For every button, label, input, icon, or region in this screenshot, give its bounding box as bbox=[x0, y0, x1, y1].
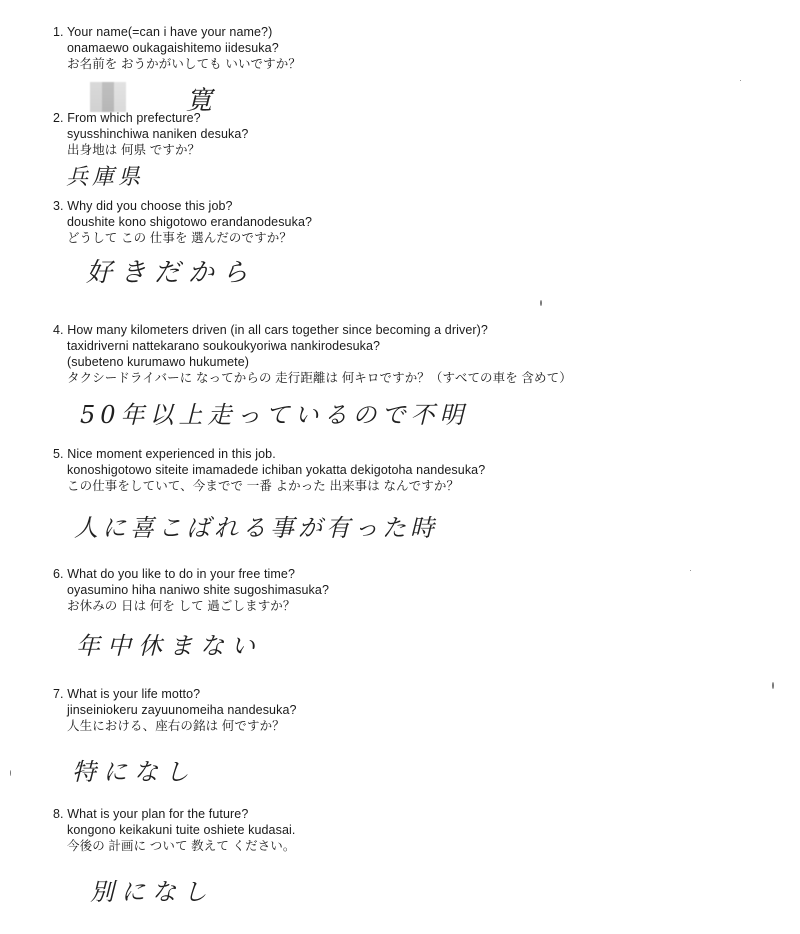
question-text: How many kilometers driven (in all cars together since becoming a driver)? bbox=[67, 323, 488, 337]
question-7-japanese: 人生における、座右の銘は 何ですか？ bbox=[67, 719, 285, 733]
question-8 bbox=[53, 806, 773, 854]
question-number: 6. bbox=[53, 567, 64, 581]
question-4 bbox=[53, 322, 773, 386]
question-5-english bbox=[53, 446, 773, 462]
scan-speck bbox=[740, 80, 741, 81]
question-number: 7. bbox=[53, 687, 64, 701]
answer-7: 特になし bbox=[72, 758, 196, 786]
question-text: Nice moment experienced in this job. bbox=[67, 447, 276, 461]
question-5-romaji: konoshigotowo siteite imamadede ichiban yokatta dekigotoha nandesuka? bbox=[67, 463, 486, 477]
question-3 bbox=[53, 198, 773, 246]
question-number: 3. bbox=[53, 199, 64, 213]
question-4-romaji: taxidriverni nattekarano soukoukyoriwa nankirodesuka? bbox=[67, 339, 381, 353]
question-6 bbox=[53, 566, 773, 614]
question-number: 2. bbox=[53, 111, 64, 125]
answer-1: 寛 bbox=[186, 86, 219, 116]
question-1-romaji: onamaewo oukagaishitemo iidesuka? bbox=[67, 41, 279, 55]
question-3-english bbox=[53, 198, 773, 214]
question-1-english bbox=[53, 24, 773, 40]
scan-speck bbox=[690, 570, 691, 571]
scan-speck bbox=[540, 300, 542, 306]
question-8-japanese: 今後の 計画に ついて 教えて ください。 bbox=[67, 839, 296, 853]
question-2-english bbox=[53, 110, 773, 126]
scan-speck bbox=[772, 682, 774, 689]
question-3-romaji: doushite kono shigotowo erandanodesuka? bbox=[67, 215, 313, 229]
question-number: 8. bbox=[53, 807, 64, 821]
question-1 bbox=[53, 24, 773, 72]
question-7-romaji: jinseiniokeru zayuunomeiha nandesuka? bbox=[67, 703, 297, 717]
question-number: 5. bbox=[53, 447, 64, 461]
question-7-english bbox=[53, 686, 773, 702]
question-6-romaji: oyasumino hiha naniwo shite sugoshimasuka? bbox=[67, 583, 329, 597]
question-7 bbox=[53, 686, 773, 734]
question-text: What do you like to do in your free time? bbox=[67, 567, 296, 581]
answer-6: 年中休まない bbox=[76, 632, 262, 660]
question-6-english bbox=[53, 566, 773, 582]
question-text: What is your plan for the future? bbox=[67, 807, 249, 821]
question-4-romaji-2: (subeteno kurumawo hukumete) bbox=[67, 355, 250, 369]
question-text: Your name(=can i have your name?) bbox=[66, 25, 273, 39]
question-2-japanese: 出身地は 何県 ですか？ bbox=[67, 143, 201, 157]
question-3-japanese: どうして この 仕事を 選んだのですか？ bbox=[67, 231, 292, 245]
question-number: 1. bbox=[53, 25, 64, 39]
question-4-japanese: タクシードライバーに なってからの 走行距離は 何キロですか？（すべての車を 含めて） bbox=[67, 371, 572, 385]
question-1-japanese: お名前を おうかがいしても いいですか？ bbox=[67, 57, 301, 71]
question-number: 4. bbox=[53, 323, 64, 337]
question-2-romaji: syusshinchiwa naniken desuka? bbox=[67, 127, 249, 141]
question-text: What is your life motto? bbox=[67, 687, 201, 701]
question-6-japanese: お休みの 日は 何を して 過ごしますか？ bbox=[67, 599, 296, 613]
answer-3: 好きだから bbox=[86, 258, 257, 288]
question-4-english bbox=[53, 322, 773, 338]
question-8-romaji: kongono keikakuni tuite oshiete kudasai. bbox=[67, 823, 296, 837]
redacted-name-blur bbox=[90, 82, 126, 112]
answer-2: 兵庫県 bbox=[66, 165, 145, 190]
answer-8: 別になし bbox=[90, 878, 214, 906]
question-text: Why did you choose this job? bbox=[67, 199, 233, 213]
question-text: From which prefecture? bbox=[67, 111, 201, 125]
question-2 bbox=[53, 110, 773, 158]
answer-5: 人に喜こばれる事が有った時 bbox=[74, 514, 438, 542]
question-5 bbox=[53, 446, 773, 494]
scan-speck bbox=[10, 770, 11, 776]
answer-4: 50年以上走っているので不明 bbox=[80, 401, 469, 429]
question-5-japanese: この仕事をしていて、今までで 一番 よかった 出来事は なんですか？ bbox=[67, 479, 460, 493]
question-8-english bbox=[53, 806, 773, 822]
